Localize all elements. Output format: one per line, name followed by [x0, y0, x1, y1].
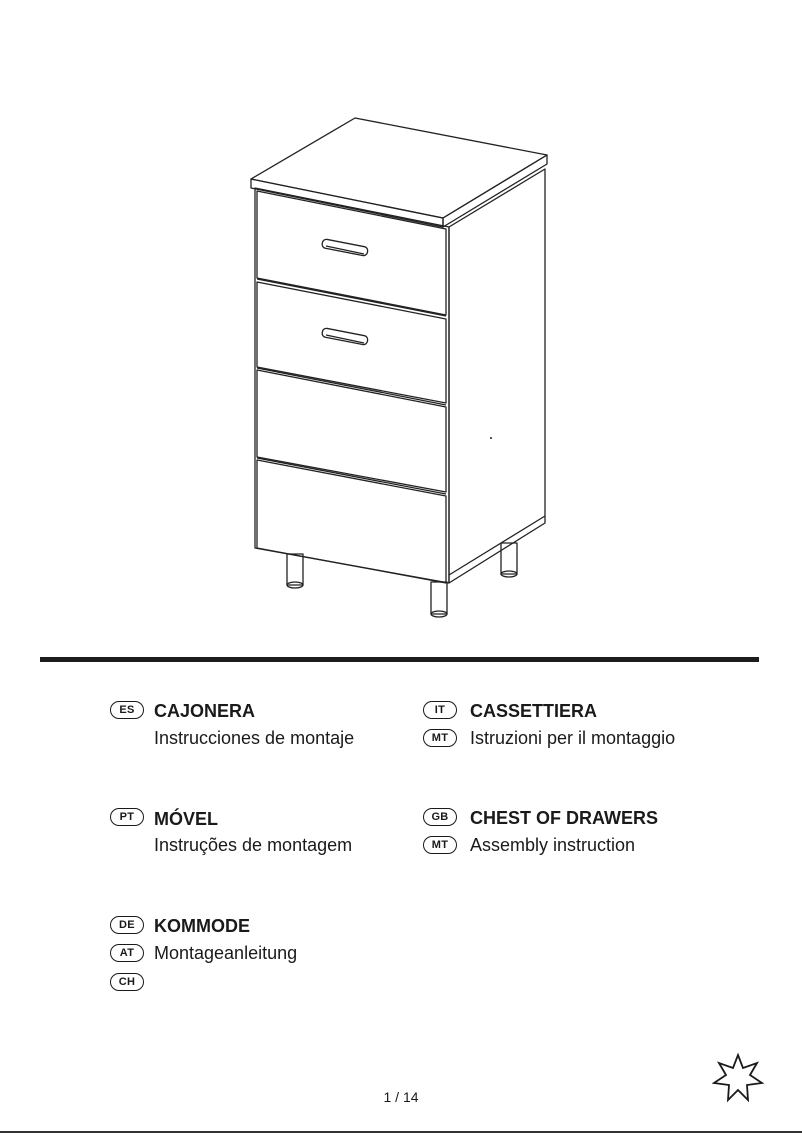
product-title: CASSETTIERA	[470, 701, 598, 721]
instructions-subtitle: Istruzioni per il montaggio	[470, 728, 676, 748]
country-badge: GB	[423, 808, 457, 826]
divider-rule	[40, 657, 759, 662]
product-title: MÓVEL	[154, 809, 219, 829]
product-title: CAJONERA	[154, 701, 256, 721]
instructions-subtitle: Assembly instruction	[470, 835, 636, 855]
instructions-subtitle: Instruções de montagem	[154, 835, 353, 855]
instructions-subtitle: Montageanleitung	[154, 943, 298, 963]
country-badge: MT	[423, 836, 457, 854]
country-badge: MT	[423, 729, 457, 747]
page-number: 1 / 14	[383, 1089, 419, 1105]
product-title: CHEST OF DRAWERS	[470, 808, 659, 828]
country-badge: CH	[110, 973, 144, 991]
country-badge: PT	[110, 808, 144, 826]
star-outline-icon	[712, 1053, 764, 1105]
instructions-subtitle: Instrucciones de montaje	[154, 728, 355, 748]
country-badge: DE	[110, 916, 144, 934]
country-badge: IT	[423, 701, 457, 719]
product-title: KOMMODE	[154, 916, 250, 936]
country-badge: AT	[110, 944, 144, 962]
country-badge: ES	[110, 701, 144, 719]
bottom-edge-line	[0, 1131, 802, 1133]
